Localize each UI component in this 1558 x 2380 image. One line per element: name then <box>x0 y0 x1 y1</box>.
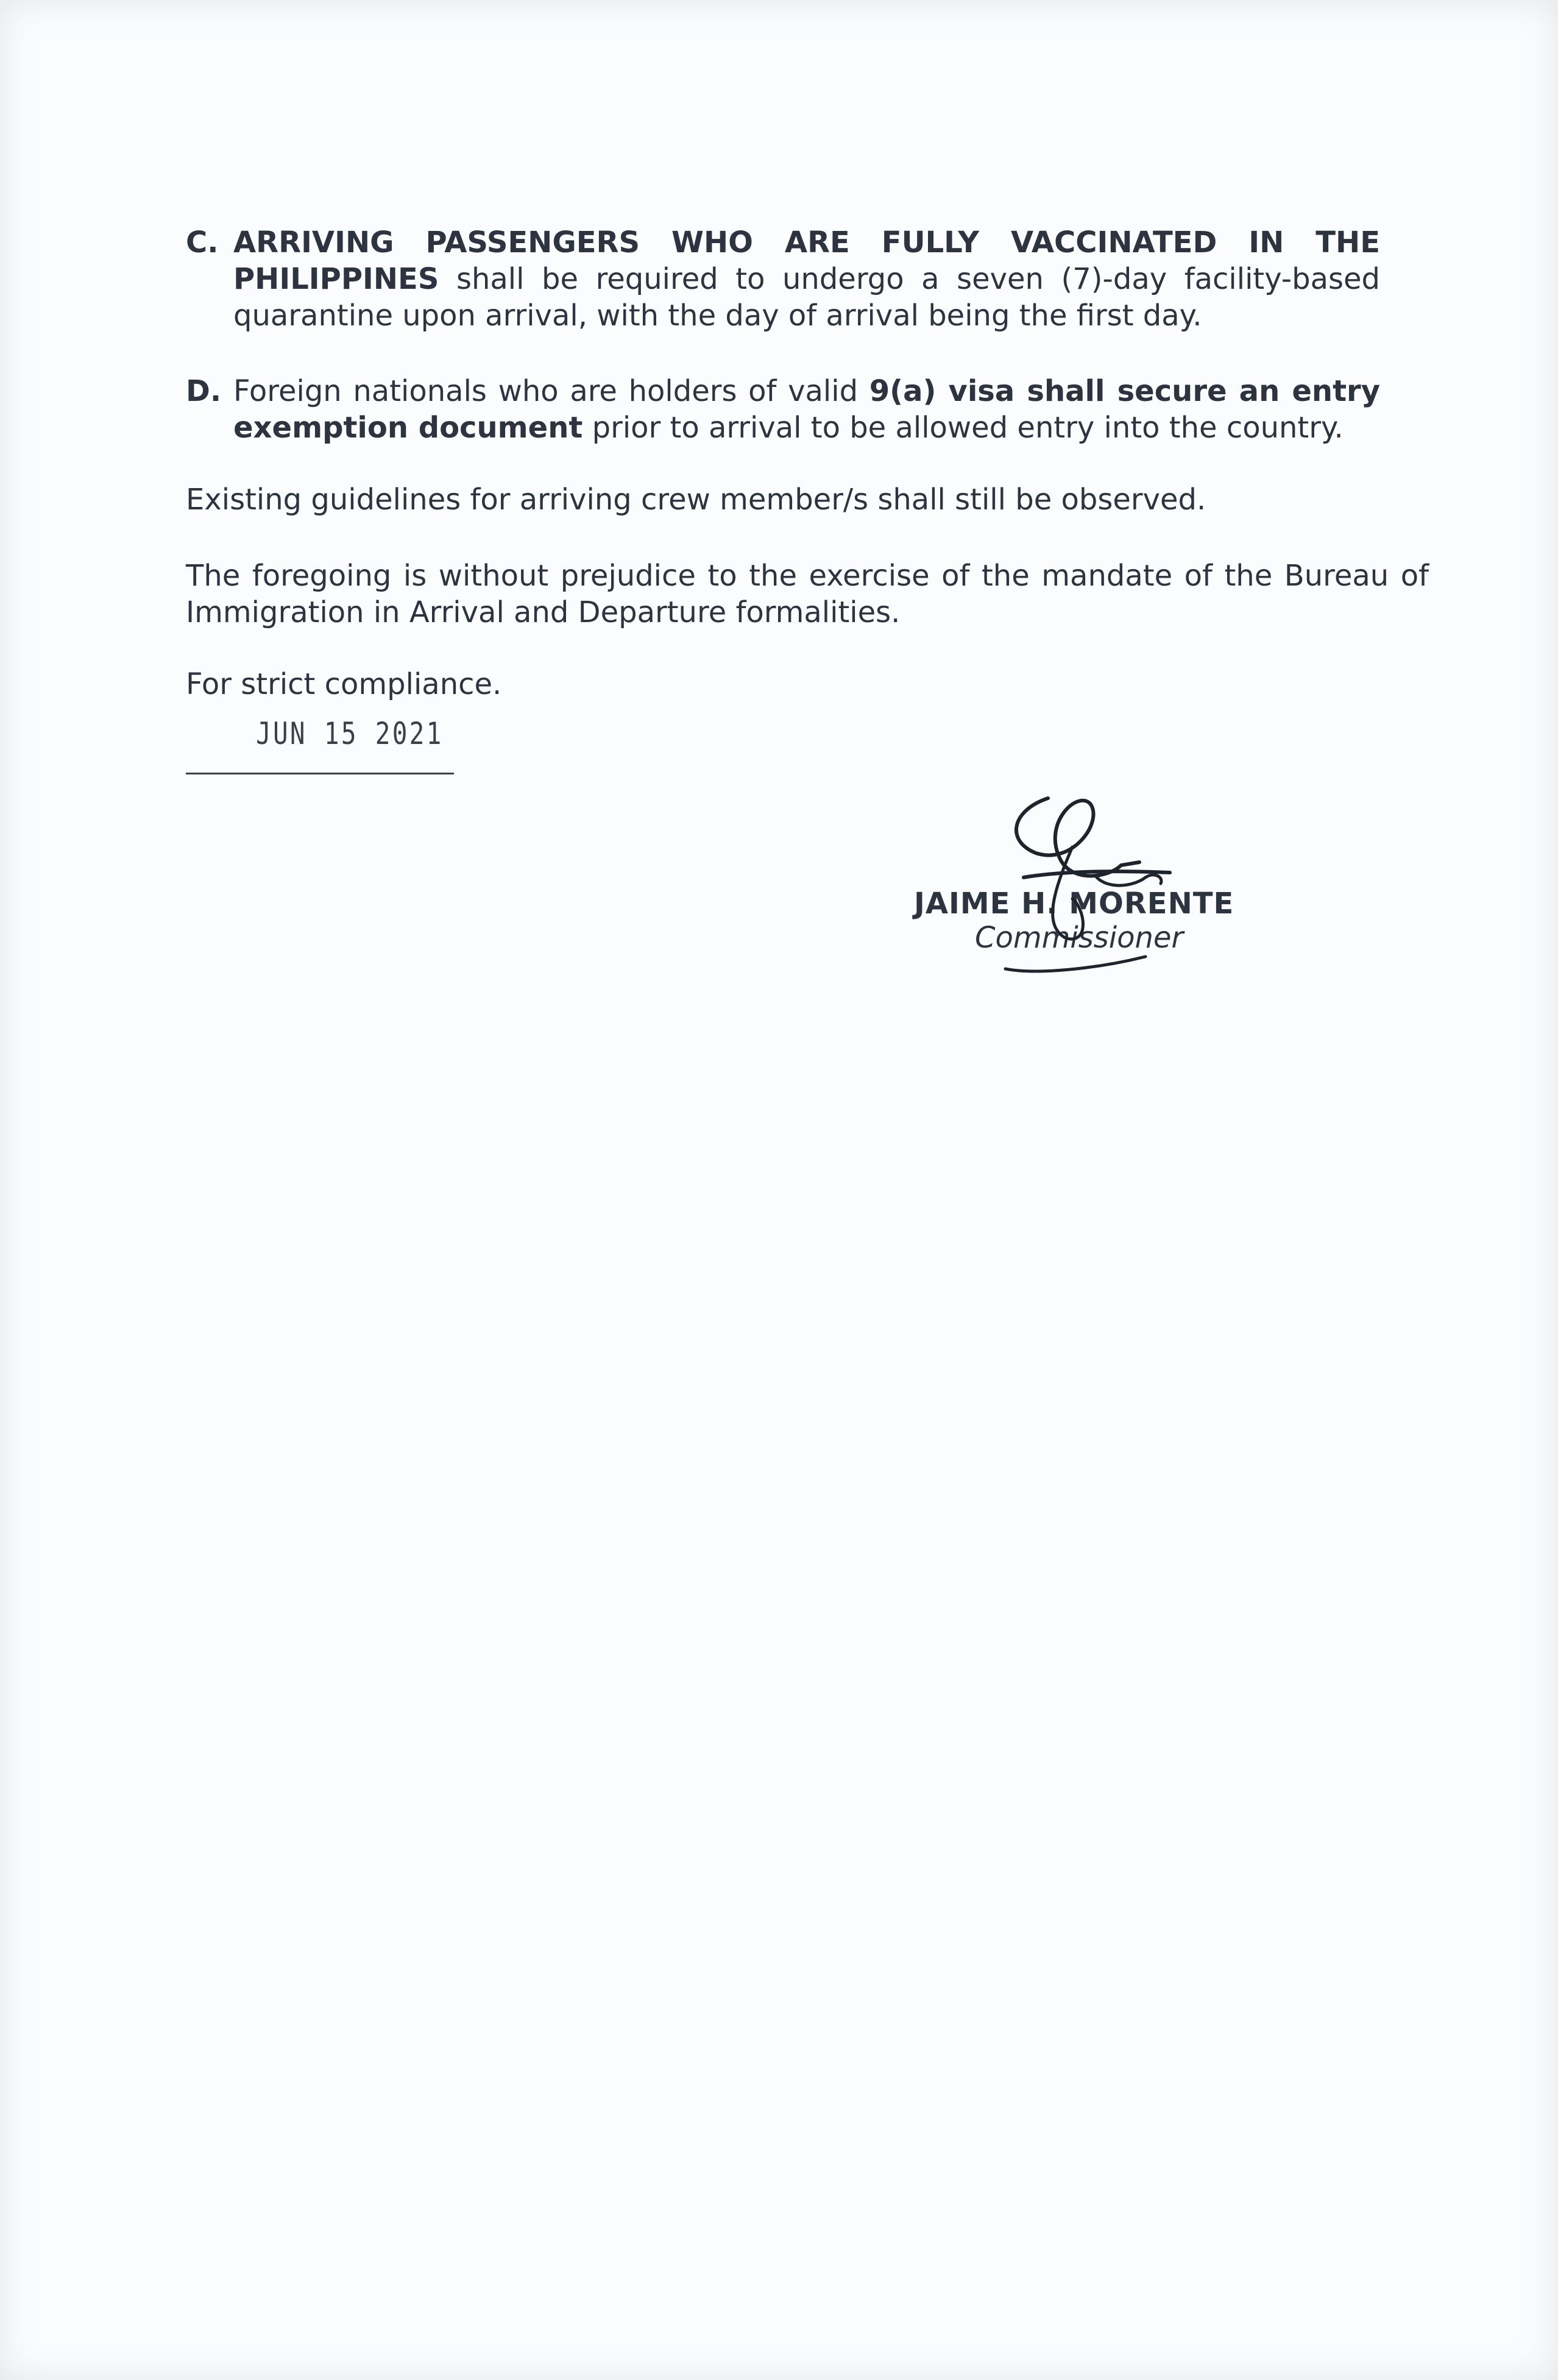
item-c-body <box>233 224 1380 334</box>
compliance-paragraph: For strict compliance. <box>186 667 502 701</box>
item-d-text-before: Foreign nationals who are holders of valid <box>233 374 869 408</box>
signatory-title: Commissioner <box>975 921 1184 955</box>
signatory-name: JAIME H. MORENTE <box>914 887 1234 921</box>
item-c-letter: C. <box>186 225 219 260</box>
item-c-bold-text: ARRIVING PASSENGERS WHO ARE FULLY VACCINATED IN THE PHILIPPINES <box>233 225 1380 296</box>
item-d-letter: D. <box>186 374 222 408</box>
item-d-text-after: prior to arrival to be allowed entry into the country. <box>582 411 1344 445</box>
foregoing-paragraph: The foregoing is without prejudice to the exercise of the mandate of the Bureau of Immigration in Arrival and Departure formalities. <box>186 559 1429 629</box>
handwritten-signature <box>951 786 1206 981</box>
item-d-bold-text: 9(a) visa shall secure an entry exemption document <box>233 374 1381 445</box>
item-d <box>186 373 1380 446</box>
item-c <box>186 224 1380 334</box>
date-stamp: JUN 15 2021 <box>256 716 444 751</box>
crew-paragraph: Existing guidelines for arriving crew member/s shall still be observed. <box>186 483 1206 517</box>
item-c-text: shall be required to undergo a seven (7)-day facility-based quarantine upon arrival, with the day of arrival being the first day. <box>233 262 1380 333</box>
date-underline <box>186 773 454 774</box>
item-d-body <box>233 373 1380 446</box>
